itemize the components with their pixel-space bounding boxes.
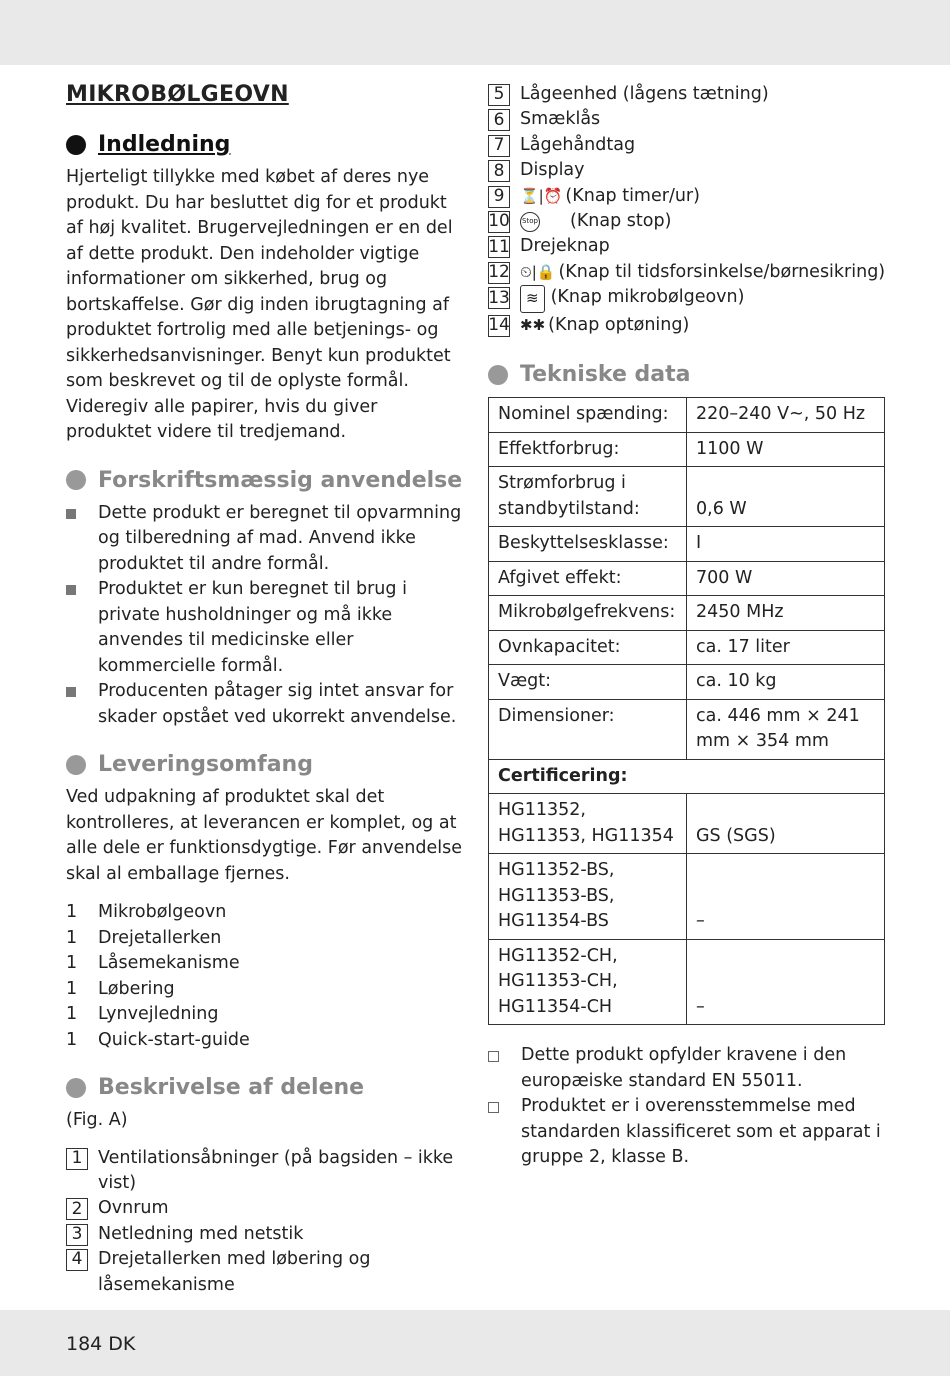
table-row: HG11352-BS, HG11353-BS, HG11354-BS – <box>489 854 885 940</box>
top-band <box>0 0 950 65</box>
list-item: 1 Løbering <box>66 978 175 999</box>
list-item: 1 Drejetallerken <box>66 927 222 948</box>
list-item: Dette produkt opfylder kravene i den europæiske standard EN 55011. <box>488 1043 888 1094</box>
part-item: 3 Netledning med netstik <box>66 1222 466 1247</box>
part-item: 14 ✱✱ (Knap optøning) <box>488 313 888 338</box>
list-item: 1 Quick-start-guide <box>66 1029 250 1050</box>
list-item: Dette produkt er beregnet til opvarmning og tilberedning af mad. Anvend ikke produktet til andre formål. <box>66 501 466 578</box>
bullet-dot-icon <box>66 470 86 490</box>
bullet-dot-icon <box>66 1078 86 1098</box>
right-column <box>488 82 888 1171</box>
delivery-list <box>66 900 466 1053</box>
part-item: 7 Lågehåndtag <box>488 133 888 158</box>
part-item: 2 Ovnrum <box>66 1196 466 1221</box>
use-heading: Forskriftsmæssig anvendelse <box>66 468 466 493</box>
part-item: 5 Lågeenhed (lågens tætning) <box>488 82 888 107</box>
microwave-icon: ≋ <box>520 285 545 312</box>
table-row: Afgivet effekt: 700 W <box>489 561 885 596</box>
table-row: Effektforbrug: 1100 W <box>489 432 885 467</box>
table-row: Nominel spænding: 220–240 V~, 50 Hz <box>489 398 885 433</box>
tech-table <box>488 397 885 1025</box>
tech-heading: Tekniske data <box>488 362 888 387</box>
defrost-icon: ✱✱ <box>520 315 546 334</box>
square-bullet-icon <box>66 687 76 697</box>
square-bullet-icon <box>66 585 76 595</box>
table-row: Ovnkapacitet: ca. 17 liter <box>489 630 885 665</box>
parts-heading: Beskrivelse af delene <box>66 1075 466 1100</box>
list-item: Produktet er kun beregnet til brug i private husholdninger og må ikke anvendes til medicinske eller kommercielle formål. <box>66 577 466 679</box>
delay-lock-icon: ⏲|🔒 <box>520 262 556 281</box>
use-list <box>66 501 466 731</box>
part-item: 10 Stop (Knap stop) <box>488 211 672 232</box>
table-row: Beskyttelsesklasse: I <box>489 527 885 562</box>
table-row: Vægt: ca. 10 kg <box>489 665 885 700</box>
bullet-dot-icon <box>488 365 508 385</box>
part-item: 8 Display <box>488 158 888 183</box>
intro-text: Hjerteligt tillykke med købet af deres nye produkt. Du har besluttet dig for et produkt af høj kvalitet. Brugervejledningen er en del af dette produkt. Den indeholder vigtige informationer om sikkerhed, brug og bortskaffelse. Gør dig inden ibrugtagning af produktet fortrolig med alle betjenings- og sikkerhedsanvisninger. Benyt kun produktet som beskrevet og til de oplyste formål. Videregiv alle papirer, hvis du giver produktet videre til tredjemand. <box>66 167 453 442</box>
table-row: HG11352, HG11353, HG11354 GS (SGS) <box>489 794 885 854</box>
part-item: 6 Smæklås <box>488 107 888 132</box>
bullet-dot-icon <box>66 755 86 775</box>
part-item: 4 Drejetallerken med løbering og låsemekanisme <box>66 1247 466 1298</box>
part-item: 12 ⏲|🔒 (Knap til tidsforsinkelse/børnesikring) <box>488 260 888 285</box>
table-row: HG11352-CH, HG11353-CH, HG11354-CH – <box>489 939 885 1025</box>
timer-clock-icon: ⏳|⏰ <box>520 186 563 205</box>
parts-figure-ref: (Fig. A) <box>66 1110 128 1130</box>
list-item: 1 Mikrobølgeovn <box>66 902 227 922</box>
part-item: 11 Drejeknap <box>488 236 610 257</box>
document-title: MIKROBØLGEOVN <box>66 82 289 107</box>
parts-list-left <box>66 1146 466 1298</box>
table-row: Strømforbrug i standbytilstand: 0,6 W <box>489 467 885 527</box>
intro-heading: Indledning <box>66 132 466 157</box>
page-number: 184 DK <box>66 1333 136 1355</box>
checkbox-bullet-icon <box>488 1051 499 1062</box>
delivery-heading: Leveringsomfang <box>66 752 466 777</box>
stop-icon: Stop <box>520 212 540 232</box>
part-item: 1 Ventilationsåbninger (på bagsiden – ikke vist) <box>66 1146 466 1197</box>
part-item: 13 ≋ (Knap mikrobølgeovn) <box>488 285 888 312</box>
table-row: Dimensioner: ca. 446 mm × 241 mm × 354 mm <box>489 699 885 759</box>
parts-list-right <box>488 82 888 338</box>
table-row <box>489 759 885 794</box>
delivery-text: Ved udpakning af produktet skal det kontrolleres, at leverancen er komplet, og at alle dele er funktionsdygtige. Før anvendelse skal al emballage fjernes. <box>66 787 462 884</box>
list-item: Producenten påtager sig intet ansvar for skader opstået ved ukorrekt anvendelse. <box>66 679 466 730</box>
bottom-band <box>0 1310 950 1376</box>
checkbox-bullet-icon <box>488 1102 499 1113</box>
list-item: 1 Lynvejledning <box>66 1004 219 1024</box>
list-item: Produktet er i overensstemmelse med standarden klassificeret som et apparat i gruppe 2, klasse B. <box>488 1094 888 1171</box>
table-row: Mikrobølgefrekvens: 2450 MHz <box>489 596 885 631</box>
bullet-dot-icon <box>66 135 86 155</box>
notes-list <box>488 1043 888 1171</box>
left-column <box>66 80 466 1298</box>
list-item: 1 Låsemekanisme <box>66 953 240 973</box>
square-bullet-icon <box>66 509 76 519</box>
part-item: 9 ⏳|⏰ (Knap timer/ur) <box>488 184 888 209</box>
cert-heading: Certificering: <box>489 759 885 794</box>
